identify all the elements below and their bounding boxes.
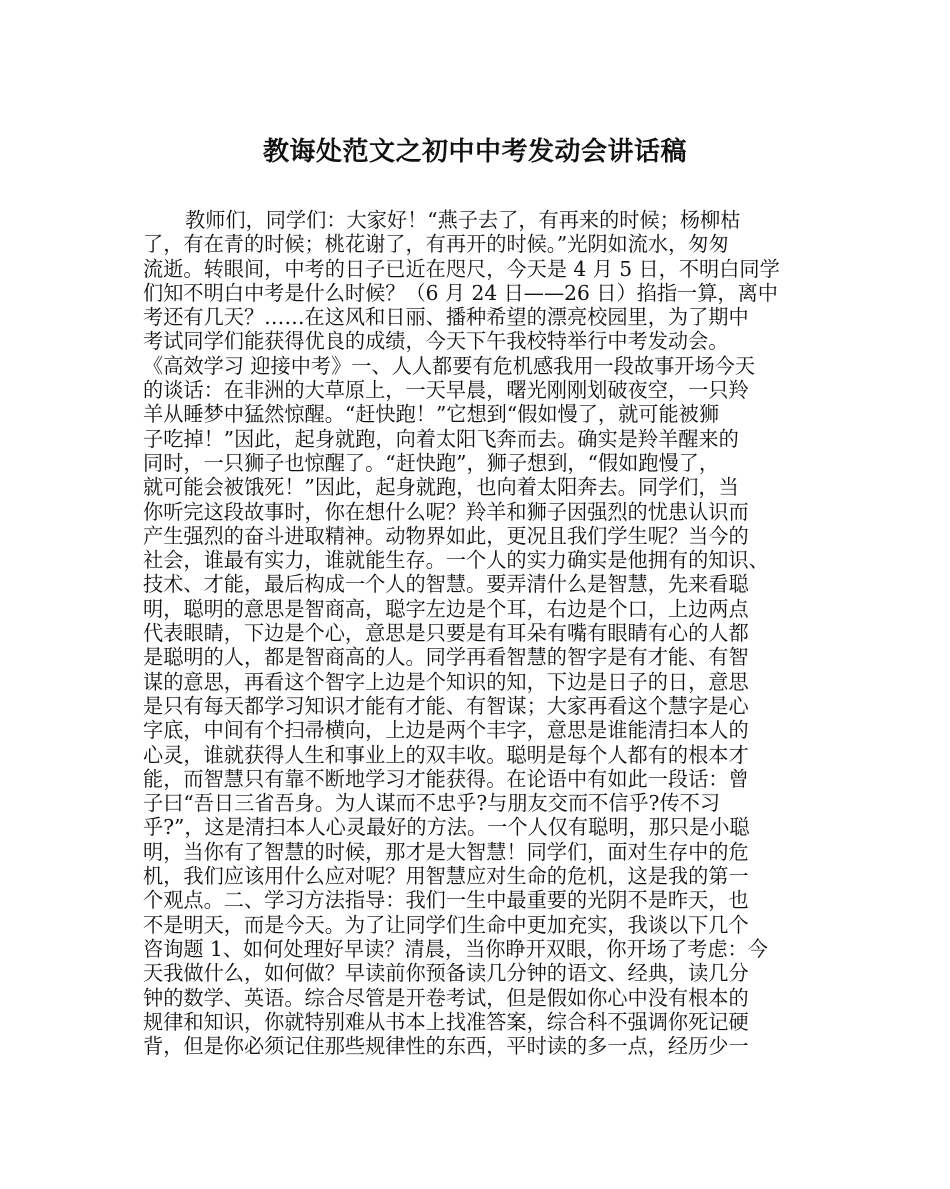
body-line: 同时，一只狮子也惊醒了。“赶快跑”，狮子想到，“假如跑慢了， bbox=[143, 450, 720, 475]
body-line: 背，但是你必须记住那些规律性的东西，平时读的多一点，经历少一 bbox=[143, 1034, 749, 1059]
body-line: 天我做什么，如何做？早读前你预备读几分钟的语文、经典，读几分 bbox=[143, 961, 749, 986]
body-line: 了，有在青的时候；桃花谢了，有再开的时候。”光阴如流水，匆匆 bbox=[143, 232, 729, 257]
body-line: 规律和知识，你就特别难从书本上找准答案，综合科不强调你死记硬 bbox=[143, 1009, 749, 1034]
body-line: 机，我们应该用什么应对呢？用智慧应对生命的危机，这是我的第一 bbox=[143, 864, 749, 889]
body-line: 能，而智慧只有靠不断地学习才能获得。在论语中有如此一段话：曾 bbox=[143, 766, 749, 791]
body-line: 钟的数学、英语。综合尽管是开卷考试，但是假如你心中没有根本的 bbox=[143, 985, 749, 1010]
body-line: 咨询题 1、如何处理好早读？清晨，当你睁开双眼，你开场了考虑：今 bbox=[143, 936, 768, 961]
document-title: 教诲处范文之初中中考发动会讲话稿 bbox=[262, 137, 687, 167]
body-line: 的谈话：在非洲的大草原上，一天早晨，曙光刚刚划破夜空，一只羚 bbox=[143, 378, 749, 403]
body-line: 子曰“吾日三省吾身。为人谋而不忠乎?与朋友交而不信乎?传不习 bbox=[143, 791, 721, 816]
document-body bbox=[143, 208, 813, 1058]
body-line: 流逝。转眼间，中考的日子已近在咫尺，今天是 4 月 5 日，不明白同学 bbox=[143, 256, 780, 281]
body-line: 是只有每天都学习知识才能有才能、有智谋；大家再看这个慧字是心 bbox=[143, 693, 749, 718]
body-line: 产生强烈的奋斗进取精神。动物界如此，更况且我们学生呢？当今的 bbox=[143, 523, 749, 548]
body-line: 们知不明白中考是什么时候？（6 月 24 日——26 日）掐指一算，离中 bbox=[143, 280, 778, 305]
body-line: 字底，中间有个扫帚横向，上边是两个丰字，意思是谁能清扫本人的 bbox=[143, 718, 749, 743]
body-line: 教师们，同学们：大家好！“燕子去了，有再来的时候；杨柳枯 bbox=[185, 208, 741, 232]
body-line: 你听完这段故事时，你在想什么呢？羚羊和狮子因强烈的忧患认识而 bbox=[143, 499, 749, 524]
body-line: 谋的意思，再看这个智字上边是个知识的知，下边是日子的日，意思 bbox=[143, 669, 749, 694]
body-line: 社会，谁最有实力，谁就能生存。一个人的实力确实是他拥有的知识、 bbox=[143, 548, 769, 573]
body-line: 不是明天，而是今天。为了让同学们生命中更加充实，我谈以下几个 bbox=[143, 912, 749, 937]
body-line: 明，聪明的意思是智商高，聪字左边是个耳，右边是个口，上边两点 bbox=[143, 596, 749, 621]
body-line: 个观点。二、学习方法指导：我们一生中最重要的光阴不是昨天，也 bbox=[143, 888, 749, 913]
body-line: 《高效学习 迎接中考》一、人人都要有危机感我用一段故事开场今天 bbox=[143, 353, 756, 378]
body-line: 考试同学们能获得优良的成绩，今天下午我校特举行中考发动会。 bbox=[143, 329, 729, 354]
body-line: 乎?”，这是清扫本人心灵最好的方法。一个人仅有聪明，那只是小聪 bbox=[143, 815, 750, 840]
body-line: 心灵，谁就获得人生和事业上的双丰收。聪明是每个人都有的根本才 bbox=[143, 742, 749, 767]
body-line: 考还有几天？……在这风和日丽、播种希望的漂亮校园里，为了期中 bbox=[143, 305, 749, 330]
body-line: 子吃掉！”因此，起身就跑，向着太阳飞奔而去。确实是羚羊醒来的 bbox=[143, 426, 739, 451]
body-line: 就可能会被饿死！”因此，起身就跑，也向着太阳奔去。同学们，当 bbox=[143, 475, 739, 500]
body-line: 羊从睡梦中猛然惊醒。“赶快跑！”它想到“假如慢了，就可能被狮 bbox=[143, 402, 720, 427]
body-line: 代表眼睛，下边是个心，意思是只要是有耳朵有嘴有眼睛有心的人都 bbox=[143, 621, 749, 646]
body-line: 技术、才能，最后构成一个人的智慧。要弄清什么是智慧，先来看聪 bbox=[143, 572, 749, 597]
body-line: 明，当你有了智慧的时候，那才是大智慧！同学们，面对生存中的危 bbox=[143, 839, 749, 864]
body-line: 是聪明的人，都是智商高的人。同学再看智慧的智字是有才能、有智 bbox=[143, 645, 749, 670]
